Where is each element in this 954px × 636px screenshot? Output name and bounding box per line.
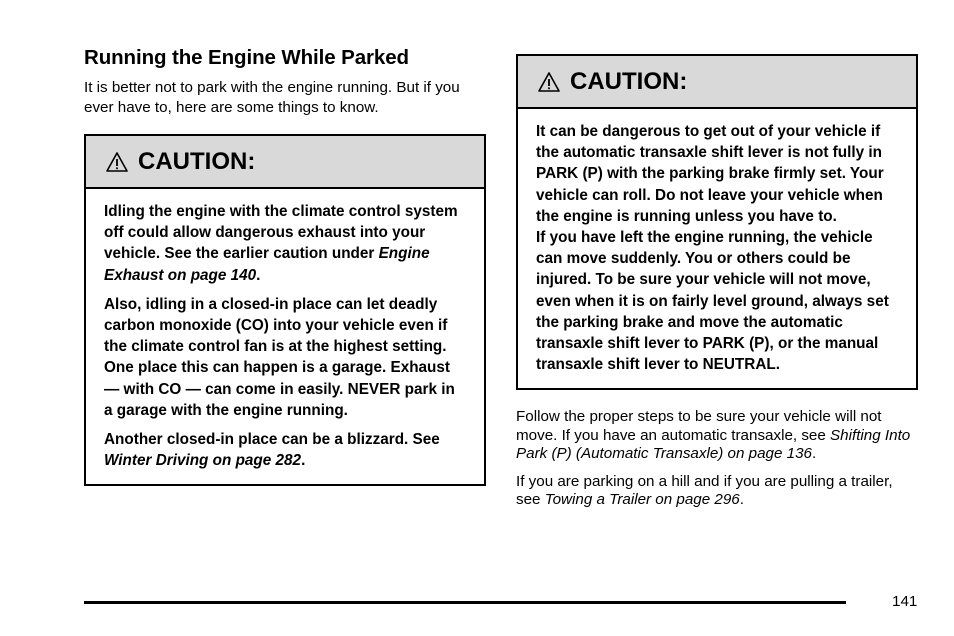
page-number: 141: [892, 593, 918, 610]
body-text: If you are parking on a hill and if you are pulling a trailer, see: [516, 472, 893, 509]
cross-reference: Shifting Into Park (P) (Automatic Transaxle) on page 136: [516, 426, 911, 463]
caution-title: CAUTION:: [138, 147, 256, 175]
caution-text: Idling the engine with the climate control system off could allow dangerous exhaust into your vehicle. See the earlier caution under: [104, 203, 458, 263]
intro-paragraph: It is better not to park with the engine running. But if you ever have to, here are some things to know.: [84, 79, 460, 116]
body-text-end: .: [812, 445, 817, 463]
left-column: [84, 44, 486, 486]
caution-text-end: .: [301, 452, 306, 470]
cross-reference: Winter Driving on page 282: [104, 452, 302, 470]
warning-triangle-icon: [538, 71, 560, 93]
caution-paragraph: It can be dangerous to get out of your vehicle if the automatic transaxle shift lever is not fully in PARK (P) with the parking brake firmly set. Your vehicle can roll. Do not leave your vehicle when the engine is running unless you have to.: [536, 123, 884, 225]
caution-body: [86, 189, 484, 484]
right-column: [516, 54, 918, 519]
cross-reference: Engine Exhaust on page 140: [104, 245, 430, 284]
caution-title: CAUTION:: [570, 67, 688, 95]
footer-rule: [84, 601, 846, 604]
caution-paragraph: [104, 201, 466, 286]
caution-paragraph: Also, idling in a closed-in place can let deadly carbon monoxide (CO) into your vehicle even if the climate control fan is at the highest setting. One place this can happen is a garage. Exhaust — with CO — can come in easily. NEVER park in a garage with the engine running.: [104, 295, 455, 419]
caution-body: [518, 109, 916, 388]
caution-text-end: .: [256, 266, 261, 284]
caution-box-exhaust: [84, 134, 486, 486]
caution-header: [86, 136, 484, 189]
body-text: Follow the proper steps to be sure your vehicle will not move. If you have an automatic transaxle, see: [516, 408, 882, 444]
body-paragraph: [516, 408, 918, 464]
caution-paragraph: [104, 429, 466, 471]
section-heading: Running the Engine While Parked: [84, 46, 409, 69]
caution-header: [518, 56, 916, 109]
cross-reference: Towing a Trailer on page 296: [544, 491, 740, 509]
warning-triangle-icon: [106, 151, 128, 173]
caution-box-park: [516, 54, 918, 390]
caution-text: Another closed-in place can be a blizzard. See: [104, 431, 440, 449]
caution-paragraph: If you have left the engine running, the vehicle can move suddenly. You or others could be injured. To be sure your vehicle will not move, even when it is on fairly level ground, always set the parking brake and move the automatic transaxle shift lever to PARK (P), or the manual transaxle shift lever to NEUTRAL.: [536, 229, 889, 374]
body-text-end: .: [739, 491, 744, 509]
body-paragraph: [516, 473, 918, 510]
